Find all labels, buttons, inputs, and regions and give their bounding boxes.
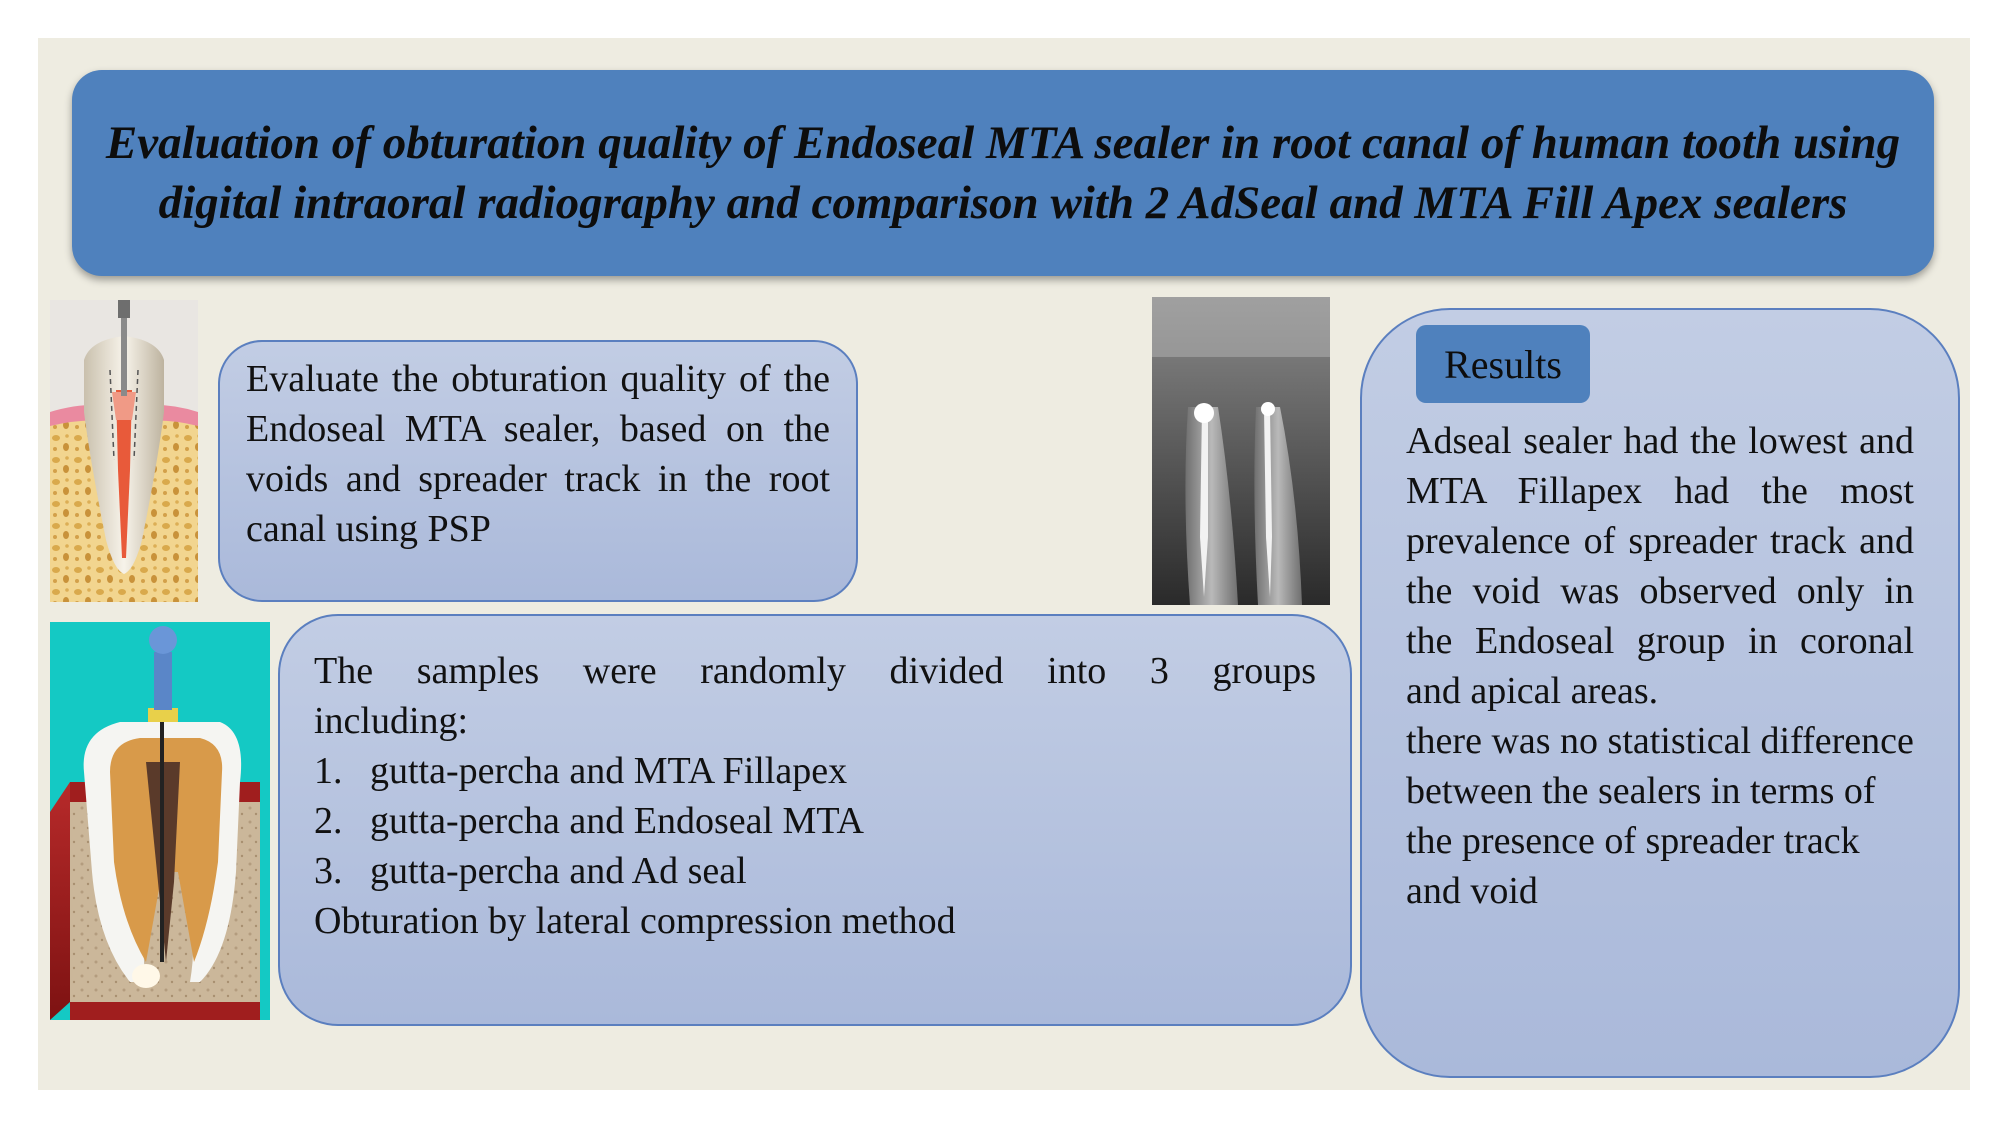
tooth-cross-section-illustration xyxy=(50,622,270,1020)
poster-slide xyxy=(38,38,1970,1090)
results-paragraph-1: Adseal sealer had the lowest and MTA Fillapex had the most prevalence of spreader track and the void was observed only in the Endoseal group in coronal and apical areas. xyxy=(1406,420,1914,712)
list-item-label: gutta-percha and Endoseal MTA xyxy=(370,800,864,842)
methods-box xyxy=(278,614,1352,1026)
methods-closing: Obturation by lateral compression method xyxy=(314,900,956,942)
list-item-label: gutta-percha and MTA Fillapex xyxy=(370,750,848,792)
methods-group-list xyxy=(314,746,1316,896)
results-heading-badge: Results xyxy=(1416,325,1590,403)
tooth-file-illustration xyxy=(50,300,198,602)
poster-title: Evaluation of obturation quality of Endoseal MTA sealer in root canal of human tooth using digital intraoral radiography and comparison with 2 AdSeal and MTA Fill Apex sealers xyxy=(105,117,1901,229)
list-item xyxy=(314,846,1316,896)
list-item-number: 2. xyxy=(314,800,343,842)
list-item xyxy=(314,746,1316,796)
results-paragraph-2: there was no statistical difference between the sealers in terms of the presence of spreader track and void xyxy=(1406,720,1914,912)
methods-intro-line1: The samples were randomly divided into 3 groups xyxy=(314,650,1316,692)
list-item-number: 1. xyxy=(314,750,343,792)
list-item xyxy=(314,796,1316,846)
methods-intro-line2: including: xyxy=(314,700,469,742)
radiograph-image xyxy=(1152,297,1330,605)
aim-box xyxy=(218,340,858,602)
title-banner xyxy=(72,70,1934,276)
list-item-label: gutta-percha and Ad seal xyxy=(370,850,747,892)
results-box xyxy=(1360,308,1960,1078)
aim-text: Evaluate the obturation quality of the Endoseal MTA sealer, based on the voids and spreader track in the root canal using PSP xyxy=(246,358,830,550)
list-item-number: 3. xyxy=(314,850,343,892)
